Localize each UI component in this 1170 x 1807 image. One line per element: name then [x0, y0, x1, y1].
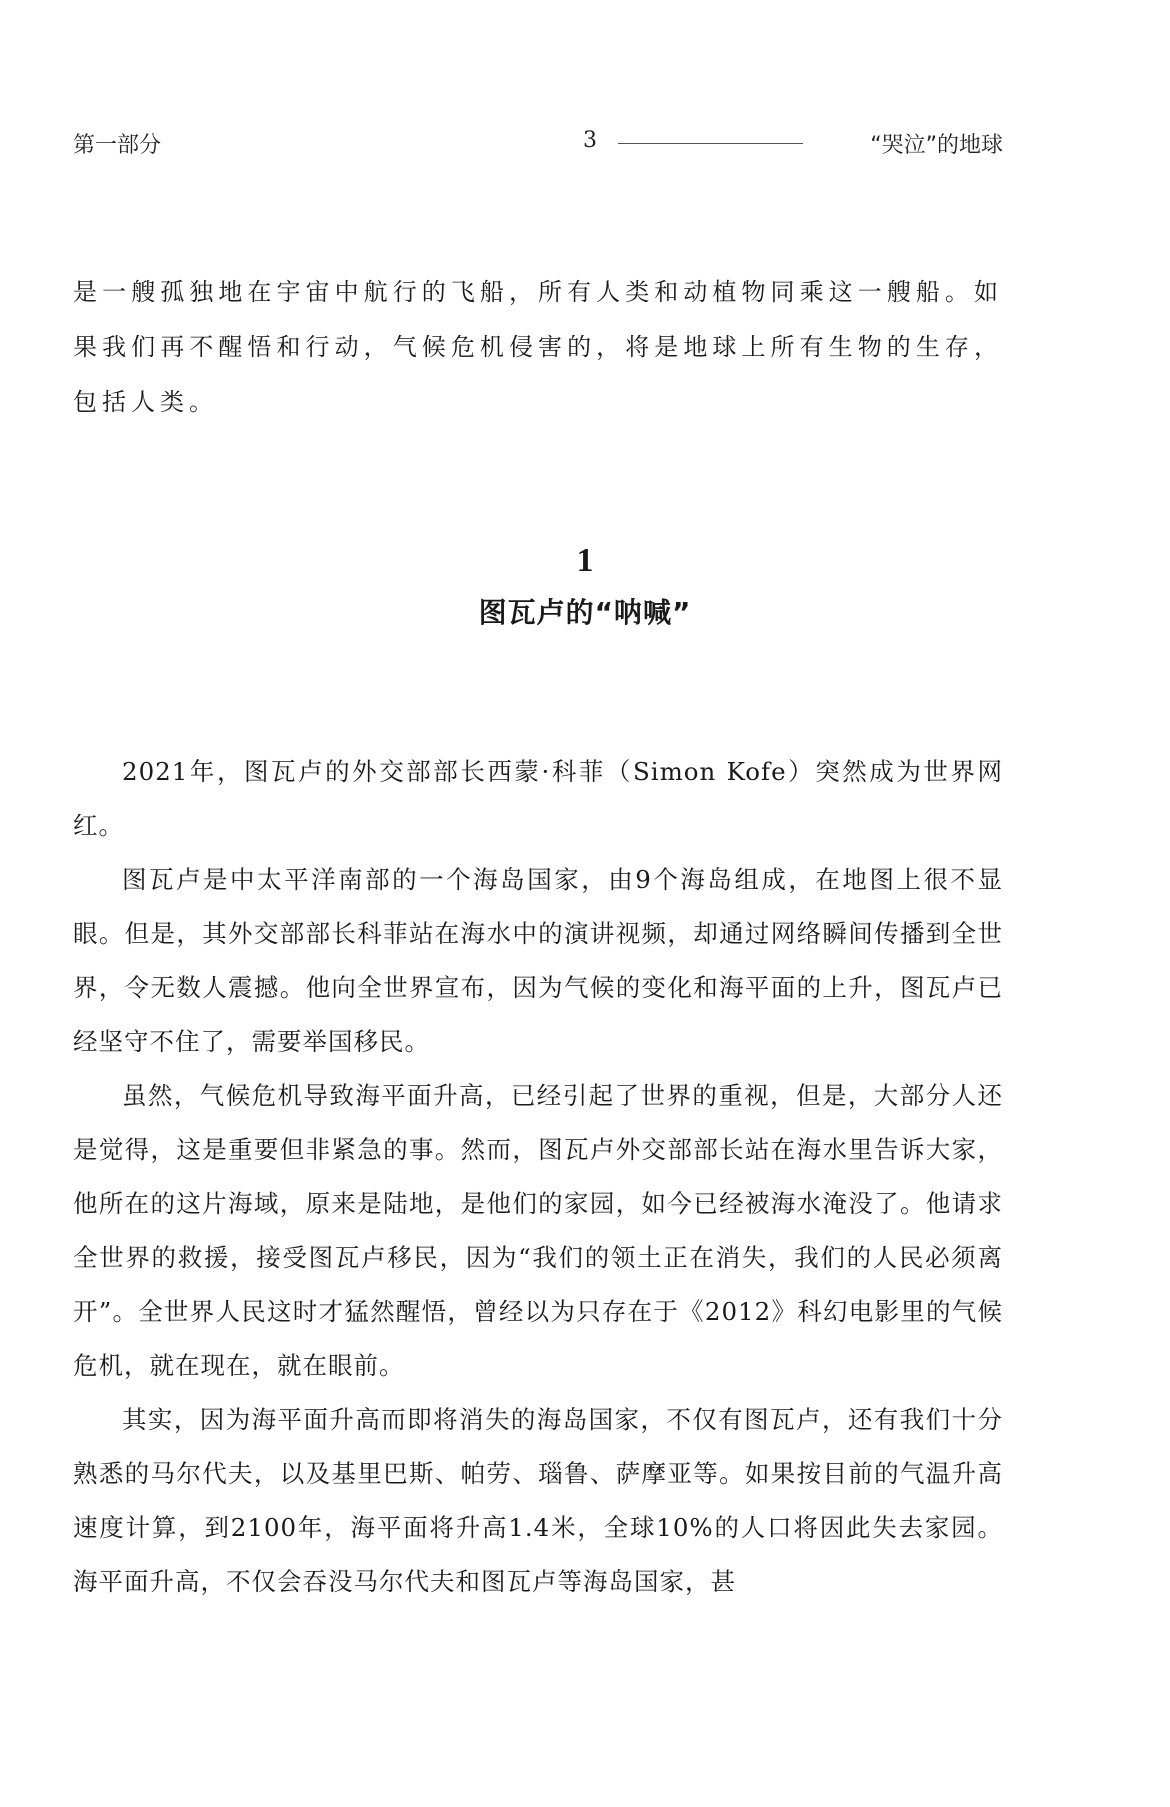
part-label: 第一部分 — [73, 133, 162, 158]
header-rule — [618, 143, 803, 144]
chapter-label: “哭泣”的地球 — [870, 133, 1003, 158]
running-header — [73, 128, 1003, 158]
paragraph: 虽然，气候危机导致海平面升高，已经引起了世界的重视，但是，大部分人还是觉得，这是重要但非紧急的事。然而，图瓦卢外交部部长站在海水里告诉大家，他所在的这片海域，原来是陆地，是他们的家园，如今已经被海水淹没了。他请求全世界的救援，接受图瓦卢移民，因为“我们的领土正在消失，我们的人民必须离开”。全世界人民这时才猛然醒悟，曾经以为只存在于《2012》科幻电影里的气候危机，就在现在，就在眼前。 — [73, 1081, 1003, 1380]
intro-paragraph: 是一艘孤独地在宇宙中航行的飞船，所有人类和动植物同乘这一艘船。如果我们再不醒悟和行动，气候危机侵害的，将是地球上所有生物的生存，包括人类。 — [73, 278, 1003, 416]
section-number: 1 — [576, 542, 594, 579]
paragraph: 图瓦卢是中太平洋南部的一个海岛国家，由9个海岛组成，在地图上很不显眼。但是，其外交部部长科菲站在海水中的演讲视频，却通过网络瞬间传播到全世界，令无数人震撼。他向全世界宣布，因为气候的变化和海平面的上升，图瓦卢已经坚守不住了，需要举国移民。 — [73, 865, 1003, 1056]
page-number: 3 — [583, 128, 597, 153]
body-text — [73, 745, 1003, 1609]
paragraph: 2021年，图瓦卢的外交部部长西蒙·科菲（Simon Kofe）突然成为世界网红。 — [73, 757, 1003, 840]
section-heading — [0, 538, 1170, 636]
paragraph: 其实，因为海平面升高而即将消失的海岛国家，不仅有图瓦卢，还有我们十分熟悉的马尔代夫，以及基里巴斯、帕劳、瑙鲁、萨摩亚等。如果按目前的气温升高速度计算，到2100年，海平面将升高1.4米，全球10%的人口将因此失去家园。海平面升高，不仅会吞没马尔代夫和图瓦卢等海岛国家，甚 — [73, 1405, 1003, 1596]
section-title: 图瓦卢的“呐喊” — [478, 596, 692, 629]
